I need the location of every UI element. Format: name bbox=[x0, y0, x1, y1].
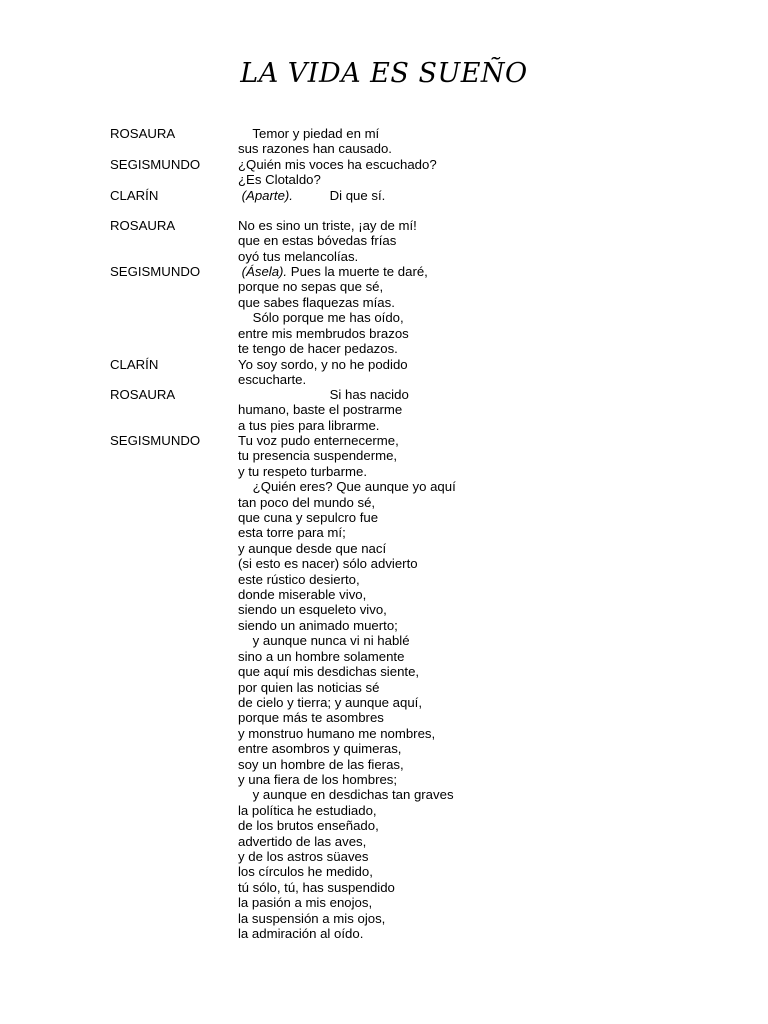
verse-line: escucharte. bbox=[238, 372, 307, 388]
speaker-name: SEGISMUNDO bbox=[110, 264, 201, 279]
verse-line: oyó tus melancolías. bbox=[238, 248, 359, 264]
verse-lines bbox=[238, 387, 409, 433]
verse-line: los círculos he medido, bbox=[238, 864, 373, 880]
verse-line: entre mis membrudos brazos bbox=[238, 325, 409, 341]
verse-line: No es sino un triste, ¡ay de mí! bbox=[238, 218, 417, 233]
verse-line: soy un hombre de las fieras, bbox=[238, 756, 404, 772]
verse-line: que en estas bóvedas frías bbox=[238, 233, 397, 249]
verse-lines bbox=[238, 264, 428, 356]
verse-line: sus razones han causado. bbox=[238, 141, 392, 157]
speaker-name: ROSAURA bbox=[110, 126, 176, 141]
verse-line: te tengo de hacer pedazos. bbox=[238, 341, 398, 357]
verse-line: donde miserable vivo, bbox=[238, 587, 367, 603]
verse-line bbox=[238, 264, 428, 279]
verse-line: porque más te asombres bbox=[238, 710, 384, 726]
verse-line: a tus pies para librarme. bbox=[238, 417, 380, 433]
verse-line: esta torre para mí; bbox=[238, 525, 346, 541]
verse-line: tu presencia suspenderme, bbox=[238, 448, 398, 464]
verse-line: y de los astros süaves bbox=[238, 848, 369, 864]
verse-line: y aunque en desdichas tan graves bbox=[238, 787, 454, 803]
verse-lines bbox=[238, 157, 437, 188]
page-title: LA VIDA ES SUEÑO bbox=[240, 58, 528, 89]
verse-lines bbox=[238, 218, 417, 264]
verse-line: la admiración al oído. bbox=[238, 926, 364, 941]
verse-line: la suspensión a mis ojos, bbox=[238, 910, 386, 926]
verse-lines bbox=[238, 357, 408, 388]
verse-line: Tu voz pudo enternecerme, bbox=[238, 433, 399, 448]
verse-line: ¿Quién eres? Que aunque yo aquí bbox=[238, 479, 456, 495]
verse-line: la política he estudiado, bbox=[238, 802, 377, 818]
speaker-name: CLARÍN bbox=[110, 357, 159, 372]
verse-line: que cuna y sepulcro fue bbox=[238, 510, 379, 526]
speaker-name: ROSAURA bbox=[110, 218, 176, 233]
verse-line: advertido de las aves, bbox=[238, 833, 367, 849]
verse-line: tú sólo, tú, has suspendido bbox=[238, 879, 395, 895]
verse-text: Di que sí. bbox=[292, 188, 386, 203]
verse-lines bbox=[238, 188, 385, 203]
verse-line: Temor y piedad en mí bbox=[238, 126, 380, 141]
verse-line: de cielo y tierra; y aunque aquí, bbox=[238, 694, 423, 710]
verse-line: la pasión a mis enojos, bbox=[238, 895, 373, 911]
verse-line: y monstruo humano me nombres, bbox=[238, 725, 436, 741]
stage-direction: (Ásela). bbox=[238, 264, 288, 279]
verse-lines bbox=[238, 126, 392, 157]
verse-lines bbox=[238, 433, 456, 941]
verse-line: tan poco del mundo sé, bbox=[238, 494, 376, 510]
speaker-name: CLARÍN bbox=[110, 188, 159, 203]
verse-line: y tu respeto turbarme. bbox=[238, 463, 368, 479]
verse-line: humano, baste el postrarme bbox=[238, 402, 403, 418]
verse-line: Yo soy sordo, y no he podido bbox=[238, 357, 408, 372]
verse-line: y aunque nunca vi ni hablé bbox=[238, 633, 410, 649]
verse-line: siendo un animado muerto; bbox=[238, 617, 398, 633]
verse-line: ¿Quién mis voces ha escuchado? bbox=[238, 157, 437, 172]
verse-line: y aunque desde que nací bbox=[238, 540, 387, 556]
verse-text: Pues la muerte te daré, bbox=[287, 264, 428, 279]
stage-direction: (Aparte). bbox=[238, 188, 293, 203]
verse-line bbox=[238, 188, 385, 203]
verse-line: este rústico desierto, bbox=[238, 571, 360, 587]
verse-line: de los brutos enseñado, bbox=[238, 818, 379, 834]
verse-line: Si has nacido bbox=[238, 387, 409, 402]
speaker-name: ROSAURA bbox=[110, 387, 176, 402]
verse-line: porque no sepas que sé, bbox=[238, 279, 384, 295]
speaker-name: SEGISMUNDO bbox=[110, 157, 201, 172]
verse-line: por quien las noticias sé bbox=[238, 679, 380, 695]
verse-line: ¿Es Clotaldo? bbox=[238, 172, 321, 188]
verse-line: siendo un esqueleto vivo, bbox=[238, 602, 387, 618]
speaker-name: SEGISMUNDO bbox=[110, 433, 201, 448]
verse-line: sino a un hombre solamente bbox=[238, 648, 405, 664]
verse-line: (si esto es nacer) sólo advierto bbox=[238, 556, 418, 572]
verse-line: Sólo porque me has oído, bbox=[238, 310, 404, 326]
verse-line: que sabes flaquezas mías. bbox=[238, 294, 395, 310]
verse-line: que aquí mis desdichas siente, bbox=[238, 664, 420, 680]
verse-line: entre asombros y quimeras, bbox=[238, 741, 402, 757]
verse-line: y una fiera de los hombres; bbox=[238, 771, 398, 787]
